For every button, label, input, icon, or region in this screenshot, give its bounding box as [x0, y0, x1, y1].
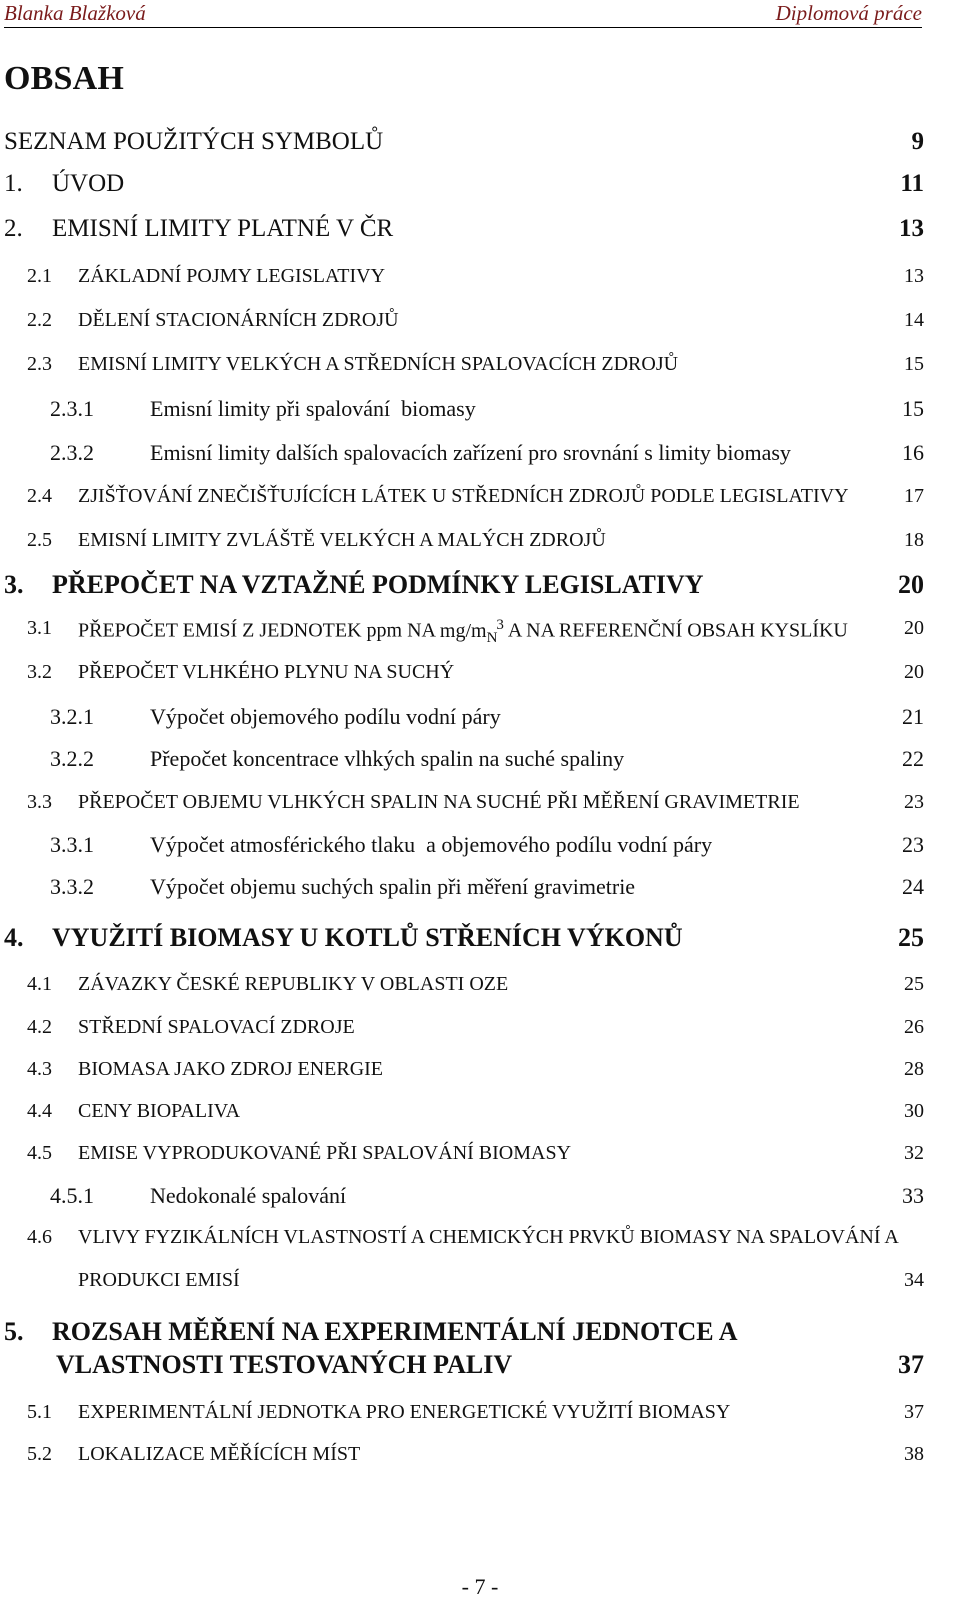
toc-entry-2-2[interactable]	[0, 303, 960, 337]
toc-entry-title: VYUŽITÍ BIOMASY U KOTLŮ STŘENÍCH VÝKONŮ	[52, 923, 683, 952]
page-header	[4, 0, 922, 28]
toc-title-part: PŘEPOČET EMISÍ Z JEDNOTEK	[78, 619, 362, 642]
toc-entry-number: 2.1	[27, 265, 52, 287]
toc-entry-4-6[interactable]	[0, 1220, 960, 1254]
toc-entry-page: 15	[902, 396, 924, 421]
toc-entry-title: BIOMASA JAKO ZDROJ ENERGIE	[78, 1058, 384, 1080]
toc-entry-number: 3.3.2	[50, 874, 94, 899]
toc-entry-number: 3.2	[27, 661, 52, 683]
toc-entry-page: 20	[904, 617, 924, 639]
toc-entry-page: 20	[898, 570, 924, 599]
toc-entry-title: ÚVOD	[52, 170, 125, 197]
toc-title-part: A NA REFERENČNÍ OBSAH KYSLÍKU	[507, 619, 848, 642]
toc-entry-page: 23	[902, 832, 924, 857]
toc-entry-3-3[interactable]	[0, 785, 960, 819]
toc-entry-title: EMISNÍ LIMITY VELKÝCH A STŘEDNÍCH SPALOVACÍCH ZDROJŮ	[78, 353, 679, 375]
toc-entry-page: 25	[898, 923, 924, 952]
toc-entry-number: 2.4	[27, 485, 52, 507]
toc-title: OBSAH	[4, 60, 125, 97]
toc-entry-title: Výpočet atmosférického tlaku a objemového podílu vodní páry	[150, 832, 713, 857]
toc-title-part: ZÁVAZKY ČESKÉ REPUBLIKY V OBLASTI	[78, 973, 465, 995]
toc-entry-number: 5.	[4, 1317, 24, 1346]
toc-entry-title: PŘEPOČET VLHKÉHO PLYNU NA SUCHÝ	[78, 661, 455, 683]
toc-entry-title: LOKALIZACE MĚŘÍCÍCH MÍST	[78, 1443, 361, 1465]
toc-entry-page: 28	[904, 1058, 924, 1080]
unit-superscript: 3	[496, 617, 504, 633]
toc-entry-page: 32	[904, 1142, 924, 1164]
toc-entry-title: Přepočet koncentrace vlhkých spalin na suché spaliny	[150, 746, 625, 771]
toc-entry-number: 3.3	[27, 791, 52, 813]
toc-title-part: NA	[407, 619, 435, 642]
toc-entry-page: 14	[904, 309, 924, 331]
toc-entry-number: 3.2.2	[50, 746, 94, 771]
toc-entry-2-4[interactable]	[0, 479, 960, 513]
toc-entry-page: 21	[902, 704, 924, 729]
toc-entry-page: 24	[902, 874, 924, 899]
toc-entry-title: Výpočet objemového podílu vodní páry	[150, 704, 501, 729]
toc-entry-title	[78, 617, 848, 647]
toc-entry-3[interactable]	[0, 570, 960, 604]
toc-entry-4-1[interactable]	[0, 967, 960, 1001]
toc-entry-page: 13	[899, 215, 924, 242]
toc-entry-2-5[interactable]	[0, 523, 960, 557]
toc-entry-2[interactable]	[0, 215, 960, 249]
toc-entry-number: 4.3	[27, 1058, 52, 1080]
unit-mgm	[439, 617, 504, 646]
toc-entry-2-3-2[interactable]	[0, 435, 960, 469]
toc-entry-number: 4.6	[27, 1226, 52, 1248]
toc-entry-number: 2.3	[27, 353, 52, 375]
toc-entry-title-continued: PRODUKCI EMISÍ	[78, 1269, 240, 1291]
toc-entry-title: PŘEPOČET OBJEMU VLHKÝCH SPALIN NA SUCHÉ PŘI MĚŘENÍ GRAVIMETRIE	[78, 791, 800, 813]
toc-entry-3-3-1[interactable]	[0, 827, 960, 861]
toc-entry-page: 11	[900, 170, 924, 197]
toc-entry-5-1[interactable]	[0, 1395, 960, 1429]
toc-entry-title	[78, 973, 508, 996]
toc-entry-title: EMISE VYPRODUKOVANÉ PŘI SPALOVÁNÍ BIOMASY	[78, 1142, 572, 1164]
toc-entry-page: 38	[904, 1443, 924, 1465]
toc-entry-1[interactable]	[0, 170, 960, 204]
toc-entry-number: 5.2	[27, 1443, 52, 1465]
toc-entry-2-3[interactable]	[0, 347, 960, 381]
toc-entry-number: 2.	[4, 215, 23, 242]
toc-entry-4-2[interactable]	[0, 1010, 960, 1044]
toc-entry-title: CENY BIOPALIVA	[78, 1100, 241, 1122]
toc-entry-number: 3.2.1	[50, 704, 94, 729]
toc-entry-5-continued[interactable]	[0, 1350, 960, 1384]
toc-entry-number: 4.2	[27, 1016, 52, 1038]
toc-entry-title: PŘEPOČET NA VZTAŽNÉ PODMÍNKY LEGISLATIVY	[52, 570, 704, 599]
toc-entry-3-1[interactable]	[0, 611, 960, 645]
toc-entry-4[interactable]	[0, 923, 960, 957]
toc-entry-number: 2.3.2	[50, 440, 94, 465]
toc-entry-title: EMISNÍ LIMITY ZVLÁŠTĚ VELKÝCH A MALÝCH ZDROJŮ	[78, 529, 606, 551]
unit-ppm: ppm	[366, 619, 403, 642]
toc-entry-4-5-1[interactable]	[0, 1178, 960, 1212]
toc-entry-page: 15	[904, 353, 924, 375]
unit-mgm-base: mg/m	[439, 619, 487, 642]
toc-entry-5-2[interactable]	[0, 1437, 960, 1471]
toc-entry-number: 1.	[4, 170, 23, 197]
toc-entry-page: 16	[902, 440, 924, 465]
toc-entry-number: 5.1	[27, 1401, 52, 1423]
toc-entry-4-4[interactable]	[0, 1094, 960, 1128]
toc-entry-4-3[interactable]	[0, 1052, 960, 1086]
toc-entry-5[interactable]	[0, 1317, 960, 1351]
toc-entry-title: ROZSAH MĚŘENÍ NA EXPERIMENTÁLNÍ JEDNOTCE A	[52, 1317, 738, 1346]
toc-entry-number: 4.1	[27, 973, 52, 995]
toc-entry-number: 3.3.1	[50, 832, 94, 857]
toc-entry-3-2-1[interactable]	[0, 699, 960, 733]
toc-entry-title: Emisní limity dalších spalovacích zařízení pro srovnání s limity biomasy	[150, 440, 791, 465]
toc-entry-title-continued: VLASTNOSTI TESTOVANÝCH PALIV	[56, 1350, 513, 1379]
toc-entry-title: DĚLENÍ STACIONÁRNÍCH ZDROJŮ	[78, 309, 399, 331]
toc-entry-title: EMISNÍ LIMITY PLATNÉ V ČR	[52, 215, 394, 242]
toc-entry-page: 25	[904, 973, 924, 995]
toc-entry-number: 2.2	[27, 309, 52, 331]
toc-entry-3-2[interactable]	[0, 655, 960, 689]
toc-entry-number: 4.5.1	[50, 1183, 94, 1208]
toc-entry-4-6-continued[interactable]	[0, 1263, 960, 1297]
toc-entry-number: 4.	[4, 923, 24, 952]
toc-entry-title: EXPERIMENTÁLNÍ JEDNOTKA PRO ENERGETICKÉ VYUŽITÍ BIOMASY	[78, 1401, 731, 1423]
toc-entry-page: 37	[904, 1401, 924, 1423]
toc-entry-page: 30	[904, 1100, 924, 1122]
toc-entry-title: ZJIŠŤOVÁNÍ ZNEČIŠŤUJÍCÍCH LÁTEK U STŘEDNÍCH ZDROJŮ PODLE LEGISLATIVY	[78, 485, 849, 507]
toc-entry-page: 37	[898, 1350, 924, 1379]
toc-entry-number: 2.3.1	[50, 396, 94, 421]
toc-entry-title: STŘEDNÍ SPALOVACÍ ZDROJE	[78, 1016, 355, 1038]
toc-entry-3-3-2[interactable]	[0, 869, 960, 903]
toc-entry-title: SEZNAM POUŽITÝCH SYMBOLŮ	[4, 128, 384, 155]
toc-entry-2-3-1[interactable]	[0, 391, 960, 425]
toc-entry-page: 26	[904, 1016, 924, 1038]
header-author: Blanka Blažková	[4, 1, 146, 25]
toc-entry-page: 22	[902, 746, 924, 771]
toc-entry-number: 2.5	[27, 529, 52, 551]
toc-entry-number: 3.1	[27, 617, 52, 639]
toc-entry-title: ZÁKLADNÍ POJMY LEGISLATIVY	[78, 265, 386, 287]
header-doctype: Diplomová práce	[775, 1, 922, 25]
toc-entry-title: Nedokonalé spalování	[150, 1183, 347, 1208]
toc-entry-number: 4.5	[27, 1142, 52, 1164]
toc-entry-page: 23	[904, 791, 924, 813]
toc-entry-page: 34	[904, 1269, 924, 1291]
toc-entry-page: 13	[904, 265, 924, 287]
toc-entry-3-2-2[interactable]	[0, 741, 960, 775]
toc-entry-title: Výpočet objemu suchých spalin při měření gravimetrie	[150, 874, 636, 899]
toc-entry-title: VLIVY FYZIKÁLNÍCH VLASTNOSTÍ A CHEMICKÝCH PRVKŮ BIOMASY NA SPALOVÁNÍ A	[78, 1226, 899, 1248]
toc-entry-page: 33	[902, 1183, 924, 1208]
toc-entry-page: 18	[904, 529, 924, 551]
toc-entry-title: Emisní limity při spalování biomasy	[150, 396, 476, 421]
toc-entry-number: 3.	[4, 570, 24, 599]
toc-entry-page: 9	[911, 128, 924, 155]
unit-subscript: N	[486, 629, 498, 646]
toc-entry-page: 17	[904, 485, 924, 507]
toc-entry-page: 20	[904, 661, 924, 683]
toc-entry-4-5[interactable]	[0, 1136, 960, 1170]
toc-entry-number: 4.4	[27, 1100, 52, 1122]
toc-entry-symbols[interactable]	[0, 124, 960, 158]
page-number: - 7 -	[461, 1574, 499, 1599]
abbr-oze: OZE	[469, 973, 509, 995]
toc-entry-2-1[interactable]	[0, 259, 960, 293]
